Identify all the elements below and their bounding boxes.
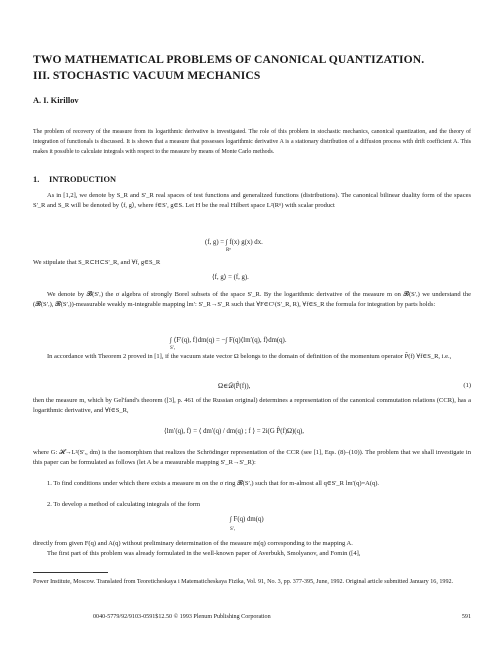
- footnote: Power Institute, Moscow. Translated from Teoreticheskaya i Matematicheskaya Fizika, Vol. 91, No. 3, pp. 377-395, June, 1992. Original article submitted January 16, 1992.: [33, 579, 454, 585]
- equation-domain: Ω∈𝒟(P̂(f)),: [218, 383, 251, 390]
- abstract: The problem of recovery of the measure from its logarithmic derivative is investigated. The role of this problem in stochastic mechanics, canonical quantization, and the theory of integration of functionals is discussed. It is shown that a measure that possesses logarithmic derivative A is a stationary distribution of a diffusion process with drift coefficient A. This makes it possible to calculate integrals with respect to the measure by means of Monte Carlo methods.: [33, 129, 471, 155]
- problem-item-2: 2. To develop a method of calculating integrals of the form: [47, 501, 201, 508]
- paragraph-8: The first part of this problem was already formulated in the well-known paper of Averbukh, Smolyanov, and Fomin ([4],: [47, 550, 361, 557]
- equation-duality: ⟨f, g⟩ = (f, g).: [212, 274, 249, 281]
- equation-integral: ∫ F(q) dm(q): [230, 516, 264, 523]
- section-heading: [33, 175, 116, 184]
- paragraph-6: where G: 𝓗→L²(S′ᵣ, dm) is the isomorphism that realizes the Schrödinger representation of the CCR (see [1], Eqs. (8)–(10)). The problem that we shall investigate in this paper can be formulated as follows (let A be a measurable mapping S'_R→S'_R):: [33, 449, 471, 466]
- paper-title: [33, 52, 473, 84]
- section-title: INTRODUCTION: [49, 175, 117, 184]
- equation-integration-by-parts-sub: S′ᵣ: [170, 346, 176, 351]
- equation-integration-by-parts: ∫ ⟨F′(q), f⟩dm(q) = −∫ F(q)⟨lm′(q), f⟩dm(q).: [170, 337, 287, 344]
- equation-scalar-product: (f, g) = ∫ f(x) g(x) dx.: [205, 239, 263, 246]
- page-number: 591: [461, 614, 471, 620]
- equation-scalar-product-sub: Rⁿ: [226, 248, 231, 253]
- paragraph-3: We denote by 𝓑(S′ᵣ) the σ algebra of strongly Borel subsets of the space S'_R. By the logarithmic derivative of the measure m on 𝓑(S′ᵣ) we understand the (𝓑(S′ᵣ), 𝓑(S′ᵣ))-measurable weakly m-integrable mapping lm′: S'_R→S'_R such that ∀F∈C¹(S'_R, R), ∀f∈S_R the formula for integration by parts holds:: [33, 291, 471, 308]
- footnote-divider: [33, 572, 108, 573]
- paragraph-2: We stipulate that S_R⊂H⊂S'_R, and ∀f, g∈S_R: [33, 259, 161, 266]
- equation-log-derivative: ⟨lm′(q), f⟩ = ⟨ dm′(q) / dm(q) ; f ⟩ = 2i(G P̂(f)Ω)(q),: [164, 428, 304, 435]
- title-line-2: III. STOCHASTIC VACUUM MECHANICS: [33, 69, 261, 82]
- paragraph-7: directly from given F(q) and A(q) without preliminary determination of the measure m(q) corresponding to the mapping A.: [33, 540, 353, 547]
- paragraph-1: As in [1,2], we denote by S_R and S'_R real spaces of test functions and generalized functions (distributions). The canonical bilinear duality form of the spaces S'_R and S_R will be denoted by ⟨f, g⟩, where f∈S′, g∈S. Let H be the real Hilbert space L²(Rⁿ) with scalar product: [33, 192, 471, 209]
- paragraph-5: then the measure m, which by Gel'fand's theorem ([3], p. 461 of the Russian original) determines a representation of the canonical commutation relations (CCR), has a logarithmic derivative, and ∀f∈S_R,: [33, 397, 471, 414]
- section-number: 1.: [33, 175, 40, 184]
- equation-number: (1): [463, 382, 471, 389]
- copyright-line: 0040-5779/92/9103-0591$12.50 © 1993 Plenum Publishing Corporation: [93, 614, 271, 620]
- paragraph-4: In accordance with Theorem 2 proved in [1], if the vacuum state vector Ω belongs to the domain of definition of the momentum operator P̂(f) ∀f∈S_R, i.e.,: [47, 353, 452, 360]
- author-name: A. I. Kirillov: [33, 96, 79, 105]
- problem-item-1: 1. To find conditions under which there exists a measure m on the σ ring 𝓑(S′ᵣ) such that for m-almost all q∈S'_R lm′(q)=A(q).: [47, 480, 380, 487]
- equation-integral-sub: S′ᵣ: [230, 527, 236, 532]
- title-line-1: TWO MATHEMATICAL PROBLEMS OF CANONICAL QUANTIZATION.: [33, 53, 425, 66]
